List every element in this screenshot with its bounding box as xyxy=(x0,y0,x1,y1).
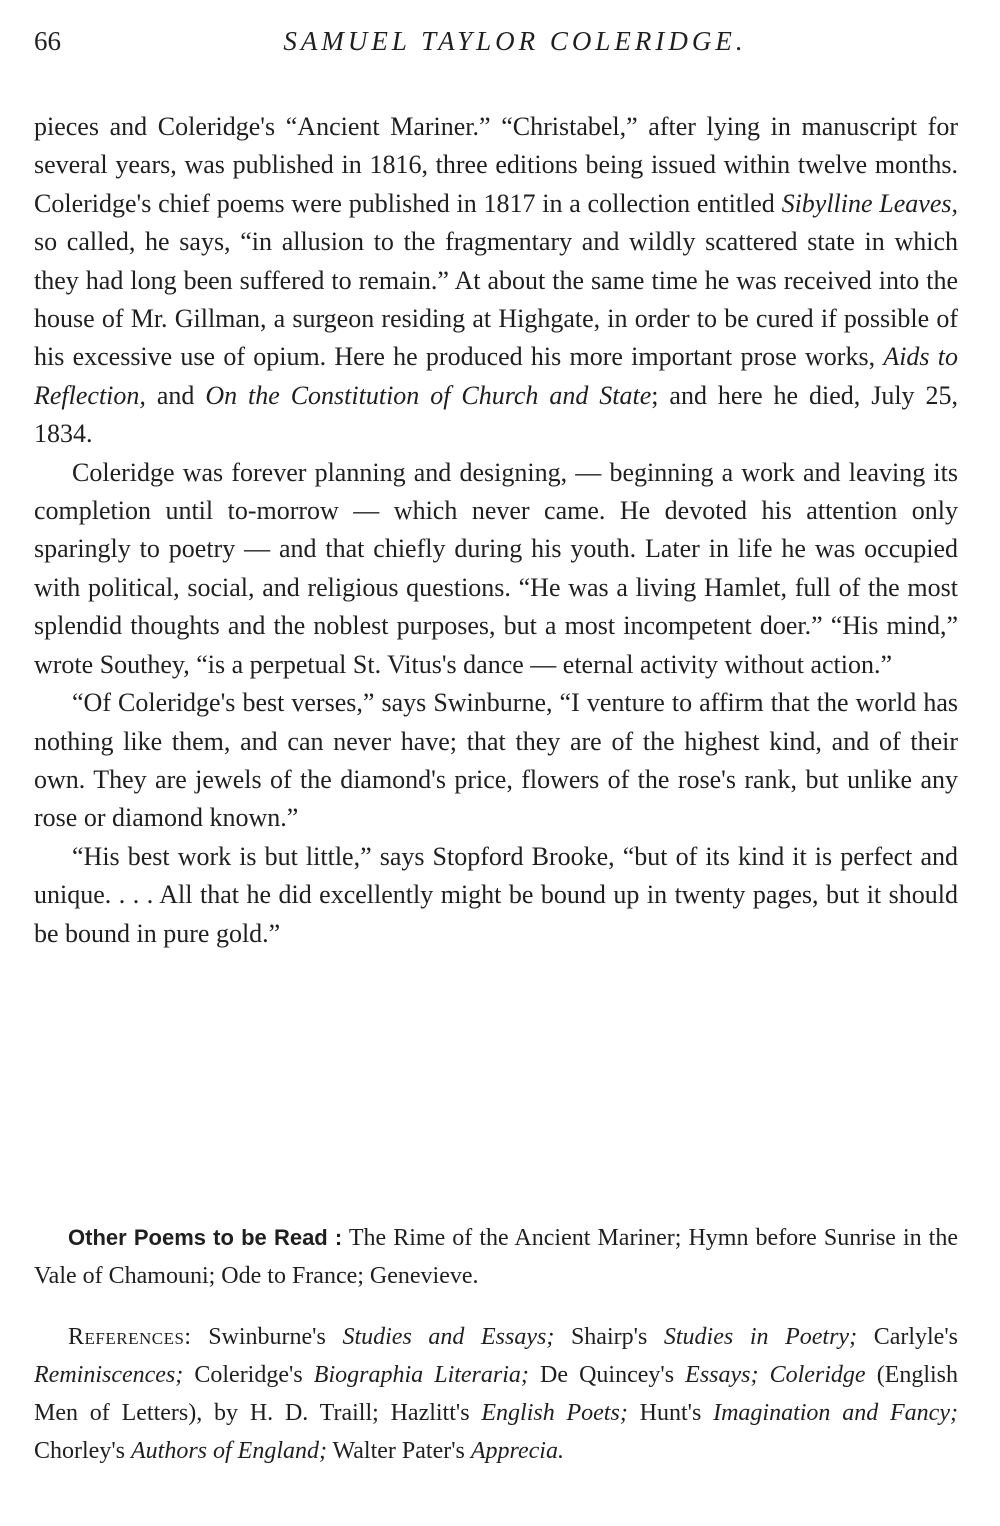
ref-text: Shairp's xyxy=(554,1324,664,1350)
body-text xyxy=(34,108,958,953)
ref-title: Studies in Poetry; xyxy=(663,1324,858,1350)
other-poems-section xyxy=(34,1219,958,1295)
paragraph-1 xyxy=(34,108,958,454)
p1-text-3: and xyxy=(145,380,206,410)
ref-title: Studies and Essays; xyxy=(342,1324,555,1350)
page-number: 66 xyxy=(34,26,61,56)
ref-text: Swinburne's xyxy=(191,1324,343,1350)
p1-text-1: pieces and Coleridge's “Ancient Mariner.” “Christabel,” after lying in manuscript for several years, was published in 1816, three editions being issued within twelve months. Coleridge's chief poems were published in 1817 in a collection entitled xyxy=(34,112,958,218)
other-poems-list: The Rime of the Ancient Mariner; Hymn before Sunrise in the Vale of Chamouni; Ode to France; Genevieve. xyxy=(34,1225,958,1289)
running-title: SAMUEL TAYLOR COLERIDGE. xyxy=(283,26,747,56)
ref-text: Hunt's xyxy=(627,1400,714,1426)
ref-title: Authors of England; xyxy=(130,1438,327,1464)
ref-title: Coleridge xyxy=(758,1362,866,1388)
paragraph-3: “Of Coleridge's best verses,” says Swinburne, “I venture to affirm that the world has nothing like them, and can never have; that they are of the highest kind, and of their own. They are jewels of the diamond's price, flowers of the rose's rank, but unlike any rose or diamond known.” xyxy=(34,688,958,833)
references-section xyxy=(34,1318,958,1470)
other-poems-label: Other Poems to be Read : xyxy=(68,1225,343,1250)
other-poems-paragraph xyxy=(34,1219,958,1295)
ref-text: (English Men of Letters), by H. D. Traill; Hazlitt's xyxy=(34,1362,959,1426)
p1-text-2: so called, he says, “in allusion to the fragmentary and wildly scattered state in which they had long been suffered to remain.” At about the same time he was received into the house of Mr. Gillman, a surgeon residing at Highgate, in order to be cured if possible of his excessive use of opium. Here he produced his more important prose works, xyxy=(34,227,958,372)
ref-title: Essays; xyxy=(685,1362,759,1388)
title-church-and-state: On the Constitution of Church and State xyxy=(205,380,652,410)
ref-title: English Poets; xyxy=(481,1400,628,1426)
title-aids-to-reflection: Aids to Reflection, xyxy=(34,342,958,410)
title-sibylline-leaves: Sibylline Leaves, xyxy=(781,188,958,218)
ref-text: Coleridge's xyxy=(183,1362,314,1388)
references-paragraph xyxy=(34,1318,958,1470)
paragraph-2: Coleridge was forever planning and designing, — beginning a work and leaving its completion until to-morrow — which never came. He devoted his attention only sparingly to poetry — and that chiefly during his youth. Later in life he was occupied with political, social, and religious questions. “He was a living Hamlet, full of the most splendid thoughts and the noblest purposes, but a most incompetent doer.” “His mind,” wrote Southey, “is a perpetual St. Vitus's dance — eternal activity without action.” xyxy=(34,457,958,679)
ref-text: De Quincey's xyxy=(528,1362,686,1388)
ref-text: Chorley's xyxy=(34,1438,131,1464)
references-label: References: xyxy=(68,1324,192,1350)
ref-title: Biographia Literaria; xyxy=(313,1362,529,1388)
ref-title: Imagination and Fancy; xyxy=(713,1400,958,1426)
paragraph-4: “His best work is but little,” says Stopford Brooke, “but of its kind it is perfect and unique. . . . All that he did excellently might be bound up in twenty pages, but it should be bound in pure gold.” xyxy=(34,841,958,948)
p1-text-4: ; and here he died, July 25, 1834. xyxy=(34,380,958,449)
ref-text: Walter Pater's xyxy=(326,1438,471,1464)
running-head xyxy=(34,26,956,66)
ref-text: Carlyle's xyxy=(857,1324,958,1350)
ref-title: Reminiscences; xyxy=(34,1362,184,1388)
ref-title: Apprecia. xyxy=(470,1438,564,1464)
